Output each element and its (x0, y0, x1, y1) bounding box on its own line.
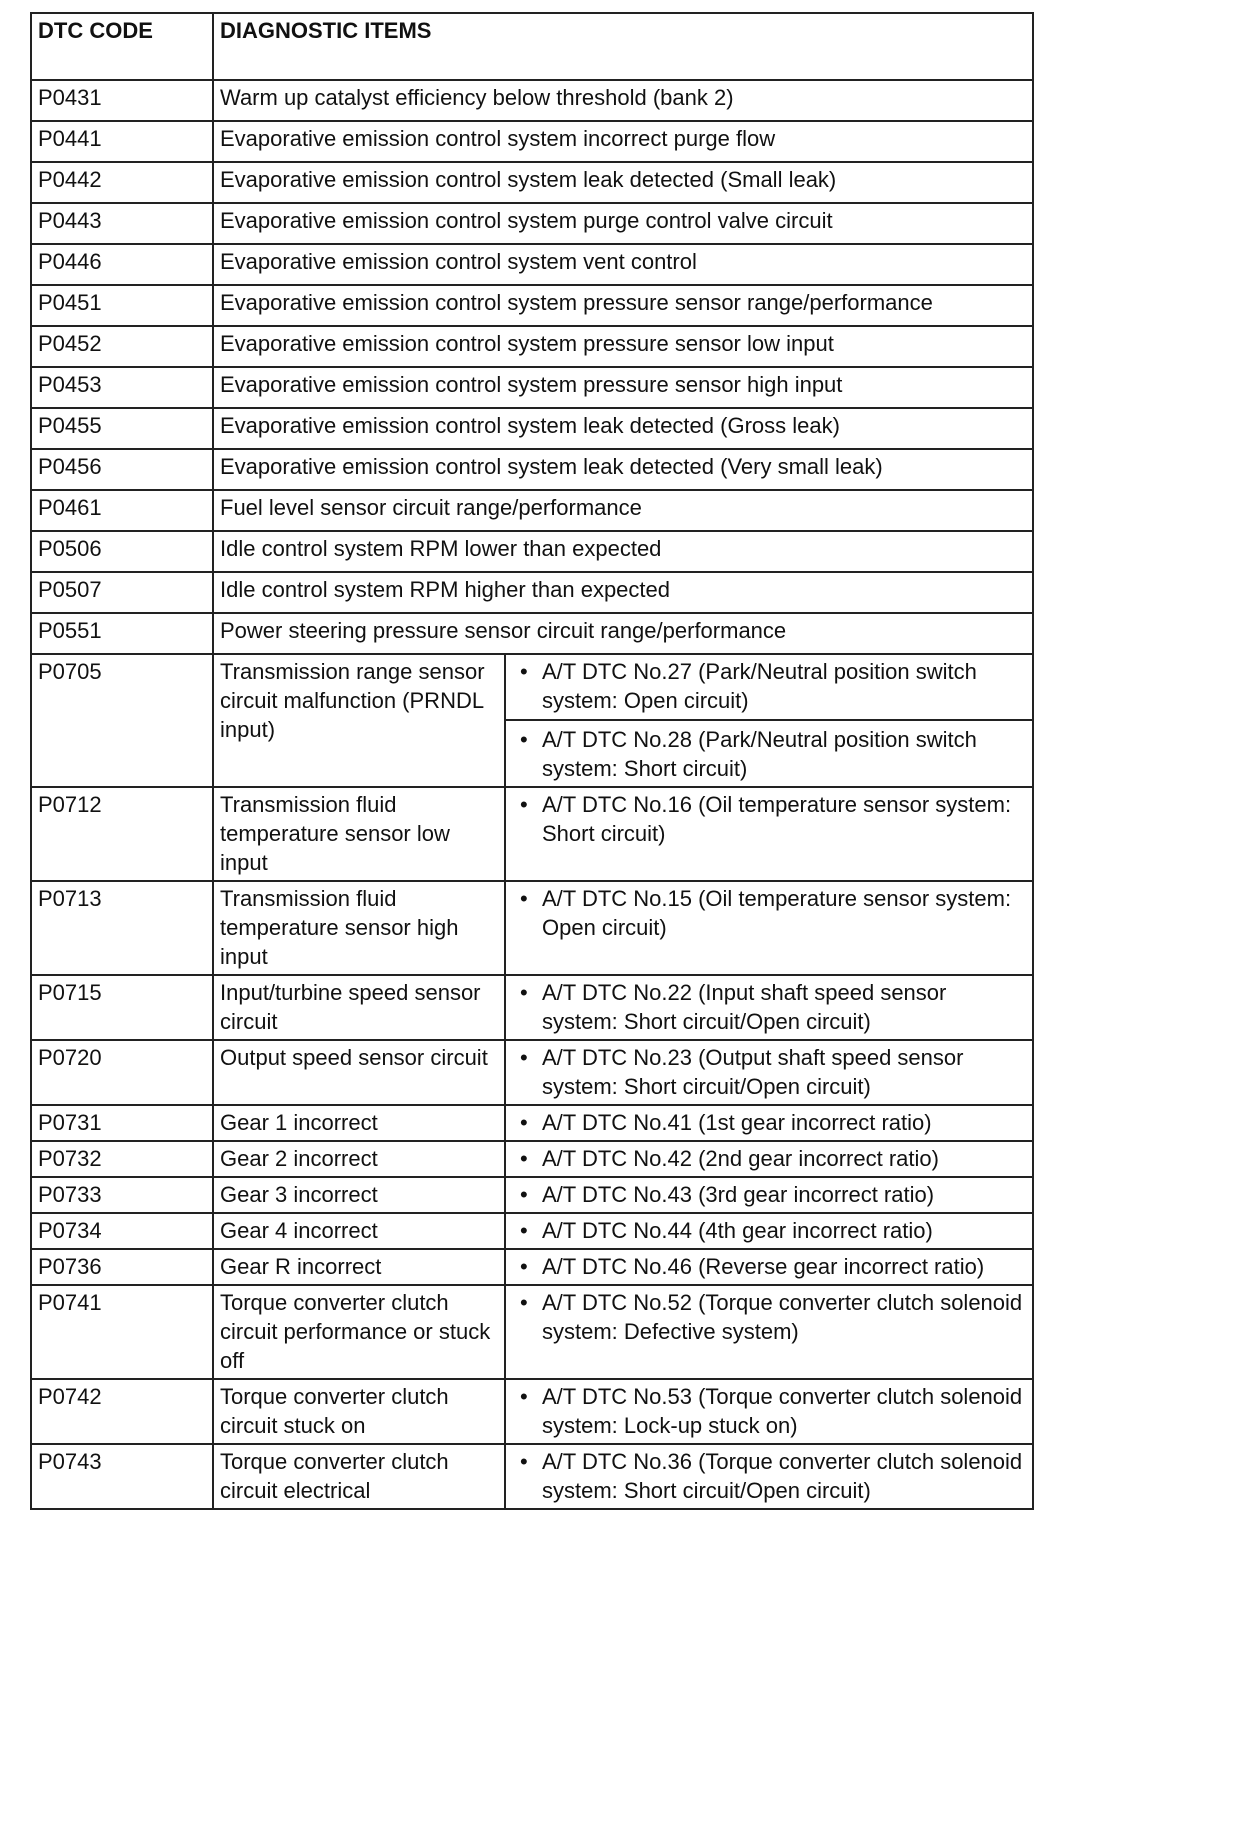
table-row (31, 1444, 1033, 1509)
table-row (31, 654, 1033, 787)
at-dtc-note-cell (505, 1177, 1033, 1213)
dtc-code-cell: P0446 (31, 244, 213, 285)
at-dtc-note-cell (505, 787, 1033, 881)
at-dtc-note-text: A/T DTC No.23 (Output shaft speed sensor system: Short circuit/Open circuit) (542, 1045, 964, 1099)
bullet-icon: • (520, 1384, 528, 1409)
at-dtc-note-cell (505, 1213, 1033, 1249)
at-dtc-note (512, 1252, 1026, 1281)
dtc-code-cell: P0733 (31, 1177, 213, 1213)
bullet-icon: • (520, 659, 528, 684)
table-row (31, 572, 1033, 613)
at-dtc-note (512, 1216, 1026, 1245)
at-dtc-note (512, 978, 1026, 1036)
table-body (31, 80, 1033, 1509)
at-dtc-note-text: A/T DTC No.41 (1st gear incorrect ratio) (542, 1110, 932, 1135)
dtc-code-cell: P0715 (31, 975, 213, 1040)
at-dtc-note-text: A/T DTC No.46 (Reverse gear incorrect ratio) (542, 1254, 985, 1279)
at-dtc-note-text: A/T DTC No.53 (Torque converter clutch solenoid system: Lock-up stuck on) (542, 1384, 1023, 1438)
table-row (31, 80, 1033, 121)
at-dtc-note-cell (505, 1444, 1033, 1509)
dtc-code-cell: P0713 (31, 881, 213, 975)
at-dtc-note (512, 1447, 1026, 1505)
at-dtc-note-text: A/T DTC No.22 (Input shaft speed sensor system: Short circuit/Open circuit) (542, 980, 947, 1034)
dtc-code-cell: P0743 (31, 1444, 213, 1509)
diagnostic-item-cell: Idle control system RPM lower than expected (213, 531, 1033, 572)
dtc-code-cell: P0731 (31, 1105, 213, 1141)
dtc-code-cell: P0732 (31, 1141, 213, 1177)
dtc-code-cell: P0742 (31, 1379, 213, 1444)
diagnostic-item-cell: Evaporative emission control system leak detected (Very small leak) (213, 449, 1033, 490)
diagnostic-item-cell: Gear R incorrect (213, 1249, 505, 1285)
header-dtc-code: DTC CODE (31, 13, 213, 80)
table-row (31, 244, 1033, 285)
dtc-code-cell: P0453 (31, 367, 213, 408)
diagnostic-item-cell: Gear 2 incorrect (213, 1141, 505, 1177)
table-header-row (31, 13, 1033, 80)
table-row (31, 881, 1033, 975)
bullet-icon: • (520, 1218, 528, 1243)
diagnostic-item-cell: Gear 1 incorrect (213, 1105, 505, 1141)
table-row (31, 449, 1033, 490)
table-row (31, 1177, 1033, 1213)
diagnostic-item-cell: Output speed sensor circuit (213, 1040, 505, 1105)
diagnostic-item-cell: Fuel level sensor circuit range/performance (213, 490, 1033, 531)
dtc-code-cell: P0506 (31, 531, 213, 572)
bullet-icon: • (520, 1045, 528, 1070)
diagnostic-item-cell: Power steering pressure sensor circuit range/performance (213, 613, 1033, 654)
at-dtc-note (512, 1180, 1026, 1209)
at-dtc-note-cell (505, 1379, 1033, 1444)
dtc-code-cell: P0452 (31, 326, 213, 367)
diagnostic-item-cell: Evaporative emission control system vent control (213, 244, 1033, 285)
bullet-icon: • (520, 1146, 528, 1171)
dtc-code-cell: P0734 (31, 1213, 213, 1249)
bullet-icon: • (520, 1449, 528, 1474)
bullet-icon: • (520, 980, 528, 1005)
dtc-code-cell: P0455 (31, 408, 213, 449)
diagnostic-item-cell: Torque converter clutch circuit stuck on (213, 1379, 505, 1444)
table-row (31, 975, 1033, 1040)
at-dtc-note (512, 657, 1026, 715)
at-dtc-note-text: A/T DTC No.36 (Torque converter clutch solenoid system: Short circuit/Open circuit) (542, 1449, 1023, 1503)
diagnostic-item-cell: Evaporative emission control system purge control valve circuit (213, 203, 1033, 244)
diagnostic-item-cell: Evaporative emission control system leak detected (Gross leak) (213, 408, 1033, 449)
table-row (31, 1141, 1033, 1177)
bullet-icon: • (520, 1182, 528, 1207)
at-dtc-note (512, 1288, 1026, 1346)
bullet-icon: • (520, 886, 528, 911)
dtc-table (30, 12, 1034, 1510)
table-row (31, 285, 1033, 326)
table-row (31, 162, 1033, 203)
dtc-code-cell: P0441 (31, 121, 213, 162)
diagnostic-item-cell: Evaporative emission control system leak detected (Small leak) (213, 162, 1033, 203)
at-dtc-note-cell (505, 1105, 1033, 1141)
bullet-icon: • (520, 1254, 528, 1279)
table-row (31, 490, 1033, 531)
table-row (31, 787, 1033, 881)
at-dtc-note-cell (505, 881, 1033, 975)
table-row (31, 1379, 1033, 1444)
bullet-icon: • (520, 1110, 528, 1135)
diagnostic-item-cell: Gear 4 incorrect (213, 1213, 505, 1249)
at-dtc-note (512, 1382, 1026, 1440)
table-row (31, 613, 1033, 654)
table-row (31, 1105, 1033, 1141)
table-row (31, 367, 1033, 408)
diagnostic-item-cell: Idle control system RPM higher than expected (213, 572, 1033, 613)
table-row (31, 1040, 1033, 1105)
header-diagnostic-items: DIAGNOSTIC ITEMS (213, 13, 1033, 80)
diagnostic-item-cell: Transmission range sensor circuit malfunction (PRNDL input) (213, 654, 505, 787)
at-dtc-note-cell (505, 975, 1033, 1040)
table-row (31, 531, 1033, 572)
at-dtc-note-cell (505, 1285, 1033, 1379)
table-row (31, 1285, 1033, 1379)
dtc-code-cell: P0443 (31, 203, 213, 244)
at-dtc-note-text: A/T DTC No.42 (2nd gear incorrect ratio) (542, 1146, 939, 1171)
diagnostic-item-cell: Transmission fluid temperature sensor low input (213, 787, 505, 881)
at-dtc-note-text: A/T DTC No.43 (3rd gear incorrect ratio) (542, 1182, 935, 1207)
bullet-icon: • (520, 727, 528, 752)
table-row (31, 203, 1033, 244)
dtc-code-cell: P0720 (31, 1040, 213, 1105)
diagnostic-item-cell: Torque converter clutch circuit performance or stuck off (213, 1285, 505, 1379)
dtc-code-cell: P0712 (31, 787, 213, 881)
dtc-code-cell: P0431 (31, 80, 213, 121)
table-row (31, 1249, 1033, 1285)
at-dtc-note-text: A/T DTC No.44 (4th gear incorrect ratio) (542, 1218, 933, 1243)
diagnostic-item-cell: Gear 3 incorrect (213, 1177, 505, 1213)
at-dtc-note (512, 1144, 1026, 1173)
dtc-code-cell: P0736 (31, 1249, 213, 1285)
dtc-code-cell: P0741 (31, 1285, 213, 1379)
at-dtc-note (512, 1043, 1026, 1101)
dtc-code-cell: P0461 (31, 490, 213, 531)
table-row (31, 326, 1033, 367)
at-dtc-note-text: A/T DTC No.52 (Torque converter clutch solenoid system: Defective system) (542, 1290, 1023, 1344)
at-dtc-note-text: A/T DTC No.27 (Park/Neutral position switch system: Open circuit) (542, 659, 977, 713)
diagnostic-item-cell: Warm up catalyst efficiency below threshold (bank 2) (213, 80, 1033, 121)
at-dtc-note-cell (505, 654, 1033, 787)
dtc-code-cell: P0705 (31, 654, 213, 787)
dtc-code-cell: P0507 (31, 572, 213, 613)
at-dtc-note (512, 790, 1026, 848)
document-page (30, 12, 1032, 1510)
at-dtc-note (512, 1108, 1026, 1137)
diagnostic-item-cell: Evaporative emission control system pressure sensor range/performance (213, 285, 1033, 326)
table-row (31, 408, 1033, 449)
diagnostic-item-cell: Evaporative emission control system pressure sensor high input (213, 367, 1033, 408)
diagnostic-item-cell: Input/turbine speed sensor circuit (213, 975, 505, 1040)
table-row (31, 1213, 1033, 1249)
at-dtc-note-text: A/T DTC No.15 (Oil temperature sensor system: Open circuit) (542, 886, 1012, 940)
bullet-icon: • (520, 792, 528, 817)
at-dtc-note-cell (505, 1141, 1033, 1177)
table-row (31, 121, 1033, 162)
diagnostic-item-cell: Torque converter clutch circuit electrical (213, 1444, 505, 1509)
dtc-code-cell: P0451 (31, 285, 213, 326)
diagnostic-item-cell: Transmission fluid temperature sensor high input (213, 881, 505, 975)
diagnostic-item-cell: Evaporative emission control system pressure sensor low input (213, 326, 1033, 367)
bullet-icon: • (520, 1290, 528, 1315)
diagnostic-item-cell: Evaporative emission control system incorrect purge flow (213, 121, 1033, 162)
at-dtc-note (506, 719, 1032, 783)
at-dtc-note-text: A/T DTC No.28 (Park/Neutral position switch system: Short circuit) (542, 727, 977, 781)
at-dtc-note (512, 884, 1026, 942)
at-dtc-note-cell (505, 1249, 1033, 1285)
at-dtc-note-cell (505, 1040, 1033, 1105)
dtc-code-cell: P0456 (31, 449, 213, 490)
dtc-code-cell: P0551 (31, 613, 213, 654)
dtc-code-cell: P0442 (31, 162, 213, 203)
at-dtc-note-text: A/T DTC No.16 (Oil temperature sensor system: Short circuit) (542, 792, 1012, 846)
